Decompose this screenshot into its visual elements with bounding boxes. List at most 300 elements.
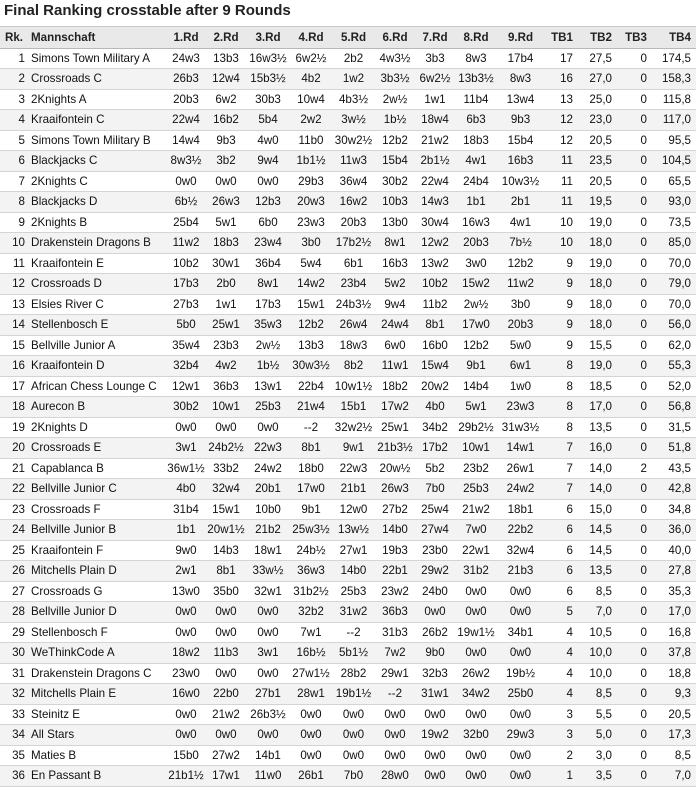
tiebreak-cell: 36,0 (652, 520, 696, 541)
rank-cell: 18 (0, 397, 28, 418)
round-result-cell: 13b3½ (455, 69, 497, 90)
round-result-cell: 22b1 (375, 561, 415, 582)
crosstable (0, 26, 696, 787)
tiebreak-cell: 9 (544, 274, 578, 295)
round-result-cell: 15b1 (332, 397, 375, 418)
team-name-cell: Aurecon B (28, 397, 166, 418)
team-name-cell: Capablanca B (28, 458, 166, 479)
round-result-cell: 15w1 (206, 499, 246, 520)
round-result-cell: 8w3 (497, 69, 544, 90)
tiebreak-cell: 55,3 (652, 356, 696, 377)
round-result-cell: 19w1½ (455, 622, 497, 643)
column-header: 5.Rd (332, 27, 375, 49)
page-title: Final Ranking crosstable after 9 Rounds (4, 2, 291, 19)
round-result-cell: 29w2 (415, 561, 455, 582)
round-result-cell: 5b0 (166, 315, 206, 336)
column-header: Rk. (0, 27, 28, 49)
round-result-cell: 13w0 (166, 581, 206, 602)
rank-cell: 30 (0, 643, 28, 664)
tiebreak-cell: 7,0 (652, 766, 696, 787)
tiebreak-cell: 0 (617, 479, 652, 500)
table-row (0, 110, 696, 131)
tiebreak-cell: 79,0 (652, 274, 696, 295)
tiebreak-cell: 2 (617, 458, 652, 479)
round-result-cell: 21b1 (332, 479, 375, 500)
round-result-cell: 23w0 (166, 663, 206, 684)
round-result-cell: 8w1 (375, 233, 415, 254)
round-result-cell: 20b3 (332, 212, 375, 233)
round-result-cell: 7w0 (455, 520, 497, 541)
tiebreak-cell: 0 (617, 110, 652, 131)
table-row (0, 622, 696, 643)
rank-cell: 13 (0, 294, 28, 315)
tiebreak-cell: 0 (617, 438, 652, 459)
round-result-cell: 31b3 (375, 622, 415, 643)
team-name-cell: Bellville Junior C (28, 479, 166, 500)
rank-cell: 3 (0, 89, 28, 110)
round-result-cell: 35w4 (166, 335, 206, 356)
tiebreak-cell: 13 (544, 89, 578, 110)
tiebreak-cell: 11 (544, 171, 578, 192)
table-row (0, 663, 696, 684)
round-result-cell: 3b3 (415, 48, 455, 69)
tiebreak-cell: 16 (544, 69, 578, 90)
tiebreak-cell: 0 (617, 499, 652, 520)
round-result-cell: 32w4 (497, 540, 544, 561)
round-result-cell: 18b2 (375, 376, 415, 397)
round-result-cell: 20b3 (455, 233, 497, 254)
round-result-cell: 26w1 (497, 458, 544, 479)
rank-cell: 21 (0, 458, 28, 479)
round-result-cell: 14b4 (455, 376, 497, 397)
round-result-cell: 26b3 (166, 69, 206, 90)
round-result-cell: 6b1 (332, 253, 375, 274)
round-result-cell: 31b4 (166, 499, 206, 520)
round-result-cell: 12b2 (290, 315, 332, 336)
table-row (0, 581, 696, 602)
round-result-cell: 0w0 (290, 704, 332, 725)
tiebreak-cell: 8,5 (578, 684, 617, 705)
round-result-cell: 11b3 (206, 643, 246, 664)
round-result-cell: 30b2 (166, 397, 206, 418)
rank-cell: 27 (0, 581, 28, 602)
table-row (0, 151, 696, 172)
round-result-cell: 0w0 (206, 622, 246, 643)
round-result-cell: 25b3 (455, 479, 497, 500)
round-result-cell: 6b3 (455, 110, 497, 131)
round-result-cell: 13b0 (375, 212, 415, 233)
round-result-cell: 15b0 (166, 745, 206, 766)
round-result-cell: 0w0 (415, 602, 455, 623)
team-name-cell: En Passant B (28, 766, 166, 787)
tiebreak-cell: 174,5 (652, 48, 696, 69)
round-result-cell: 3w1 (246, 643, 290, 664)
round-result-cell: 30w2½ (332, 130, 375, 151)
round-result-cell: 30w3½ (290, 356, 332, 377)
round-result-cell: 15w2 (455, 274, 497, 295)
round-result-cell: 0w0 (415, 766, 455, 787)
round-result-cell: 2w2 (290, 110, 332, 131)
team-name-cell: Steinitz E (28, 704, 166, 725)
round-result-cell: 2b0 (206, 274, 246, 295)
tiebreak-cell: 12 (544, 110, 578, 131)
tiebreak-cell: 27,0 (578, 69, 617, 90)
round-result-cell: 2w½ (246, 335, 290, 356)
round-result-cell: 23w4 (246, 233, 290, 254)
team-name-cell: Stellenbosch E (28, 315, 166, 336)
tiebreak-cell: 16,0 (578, 438, 617, 459)
round-result-cell: 36w4 (332, 171, 375, 192)
header-row (0, 27, 696, 49)
round-result-cell: 0w0 (497, 602, 544, 623)
team-name-cell: Bellville Junior A (28, 335, 166, 356)
round-result-cell: 21w4 (290, 397, 332, 418)
tiebreak-cell: 9,3 (652, 684, 696, 705)
round-result-cell: 21w2 (455, 499, 497, 520)
round-result-cell: 16b0 (415, 335, 455, 356)
rank-cell: 34 (0, 725, 28, 746)
round-result-cell: 10w4 (290, 89, 332, 110)
round-result-cell: 16b½ (290, 643, 332, 664)
round-result-cell: 29b3 (290, 171, 332, 192)
round-result-cell: 0w0 (455, 745, 497, 766)
round-result-cell: 27b2 (375, 499, 415, 520)
table-row (0, 233, 696, 254)
team-name-cell: Crossroads C (28, 69, 166, 90)
tiebreak-cell: 6 (544, 561, 578, 582)
round-result-cell: 10w1 (206, 397, 246, 418)
tiebreak-cell: 10 (544, 233, 578, 254)
tiebreak-cell: 117,0 (652, 110, 696, 131)
round-result-cell: 3b2 (206, 151, 246, 172)
tiebreak-cell: 3,5 (578, 766, 617, 787)
tiebreak-cell: 27,8 (652, 561, 696, 582)
round-result-cell: 1w1 (206, 294, 246, 315)
rank-cell: 32 (0, 684, 28, 705)
team-name-cell: Kraaifontein F (28, 540, 166, 561)
tiebreak-cell: 8 (544, 417, 578, 438)
rank-cell: 11 (0, 253, 28, 274)
round-result-cell: 9b1 (290, 499, 332, 520)
round-result-cell: 25w3½ (290, 520, 332, 541)
round-result-cell: 11w3 (332, 151, 375, 172)
rank-cell: 7 (0, 171, 28, 192)
round-result-cell: 2b2 (332, 48, 375, 69)
round-result-cell: 13b3 (290, 335, 332, 356)
team-name-cell: Crossroads G (28, 581, 166, 602)
tiebreak-cell: 56,0 (652, 315, 696, 336)
table-row (0, 479, 696, 500)
round-result-cell: 25w4 (415, 499, 455, 520)
tiebreak-cell: 0 (617, 151, 652, 172)
round-result-cell: 21w2 (206, 704, 246, 725)
round-result-cell: 0w0 (246, 663, 290, 684)
round-result-cell: 8w1 (246, 274, 290, 295)
tiebreak-cell: 104,5 (652, 151, 696, 172)
team-name-cell: Mitchells Plain D (28, 561, 166, 582)
round-result-cell: 25b3 (332, 581, 375, 602)
round-result-cell: 19b3 (375, 540, 415, 561)
round-result-cell: 27w1 (332, 540, 375, 561)
rank-cell: 35 (0, 745, 28, 766)
round-result-cell: 17b4 (497, 48, 544, 69)
round-result-cell: 0w0 (455, 643, 497, 664)
tiebreak-cell: 0 (617, 561, 652, 582)
table-row (0, 335, 696, 356)
tiebreak-cell: 0 (617, 274, 652, 295)
tiebreak-cell: 52,0 (652, 376, 696, 397)
team-name-cell: Drakenstein Dragons B (28, 233, 166, 254)
tiebreak-cell: 0 (617, 212, 652, 233)
round-result-cell: 18b0 (290, 458, 332, 479)
tiebreak-cell: 17 (544, 48, 578, 69)
round-result-cell: 1b1½ (290, 151, 332, 172)
round-result-cell: 16w0 (166, 684, 206, 705)
team-name-cell: African Chess Lounge C (28, 376, 166, 397)
round-result-cell: 10w3½ (497, 171, 544, 192)
round-result-cell: 34b1 (497, 622, 544, 643)
tiebreak-cell: 20,5 (578, 171, 617, 192)
round-result-cell: 16b3 (497, 151, 544, 172)
column-header: 1.Rd (166, 27, 206, 49)
team-name-cell: 2Knights C (28, 171, 166, 192)
round-result-cell: 11w1 (375, 356, 415, 377)
round-result-cell: 9b0 (415, 643, 455, 664)
tiebreak-cell: 65,5 (652, 171, 696, 192)
round-result-cell: --2 (375, 684, 415, 705)
tiebreak-cell: 13,5 (578, 417, 617, 438)
round-result-cell: 7b0 (332, 766, 375, 787)
table-row (0, 356, 696, 377)
tiebreak-cell: 13,5 (578, 561, 617, 582)
tiebreak-cell: 0 (617, 397, 652, 418)
round-result-cell: 0w0 (246, 725, 290, 746)
round-result-cell: 13w½ (332, 520, 375, 541)
round-result-cell: 5w2 (375, 274, 415, 295)
rank-cell: 28 (0, 602, 28, 623)
tiebreak-cell: 18,0 (578, 294, 617, 315)
rank-cell: 9 (0, 212, 28, 233)
round-result-cell: 15b3½ (246, 69, 290, 90)
table-row (0, 274, 696, 295)
round-result-cell: 8b1 (290, 438, 332, 459)
tiebreak-cell: 42,8 (652, 479, 696, 500)
round-result-cell: 0w0 (415, 704, 455, 725)
tiebreak-cell: 0 (617, 745, 652, 766)
round-result-cell: 18w3 (332, 335, 375, 356)
tiebreak-cell: 0 (617, 622, 652, 643)
round-result-cell: 0w0 (206, 171, 246, 192)
round-result-cell: 32b4 (166, 356, 206, 377)
round-result-cell: 12w4 (206, 69, 246, 90)
round-result-cell: 27b1 (246, 684, 290, 705)
round-result-cell: 5b2 (415, 458, 455, 479)
tiebreak-cell: 8,5 (578, 581, 617, 602)
tiebreak-cell: 37,8 (652, 643, 696, 664)
team-name-cell: 2Knights A (28, 89, 166, 110)
rank-cell: 17 (0, 376, 28, 397)
tiebreak-cell: 6 (544, 499, 578, 520)
round-result-cell: 14w2 (290, 274, 332, 295)
rank-cell: 5 (0, 130, 28, 151)
round-result-cell: 1w0 (497, 376, 544, 397)
round-result-cell: 17w0 (455, 315, 497, 336)
tiebreak-cell: 17,0 (578, 397, 617, 418)
team-name-cell: Crossroads D (28, 274, 166, 295)
round-result-cell: 12b2 (455, 335, 497, 356)
round-result-cell: 18w4 (415, 110, 455, 131)
column-header: 3.Rd (246, 27, 290, 49)
rank-cell: 20 (0, 438, 28, 459)
round-result-cell: 11w2 (166, 233, 206, 254)
rank-cell: 19 (0, 417, 28, 438)
round-result-cell: 31w2 (332, 602, 375, 623)
column-header: TB4 (652, 27, 696, 49)
round-result-cell: 0w0 (332, 745, 375, 766)
column-header: 7.Rd (415, 27, 455, 49)
tiebreak-cell: 4 (544, 643, 578, 664)
team-name-cell: All Stars (28, 725, 166, 746)
tiebreak-cell: 19,0 (578, 253, 617, 274)
round-result-cell: 22w3 (332, 458, 375, 479)
round-result-cell: 27w4 (415, 520, 455, 541)
tiebreak-cell: 14,0 (578, 458, 617, 479)
round-result-cell: 3w0 (455, 253, 497, 274)
tiebreak-cell: 20,5 (578, 130, 617, 151)
round-result-cell: 23b4 (332, 274, 375, 295)
team-name-cell: Mitchells Plain E (28, 684, 166, 705)
round-result-cell: 16b3 (375, 253, 415, 274)
round-result-cell: 28w0 (375, 766, 415, 787)
round-result-cell: 0w0 (455, 704, 497, 725)
tiebreak-cell: 9 (544, 253, 578, 274)
round-result-cell: 32w2½ (332, 417, 375, 438)
rank-cell: 36 (0, 766, 28, 787)
round-result-cell: 14b0 (375, 520, 415, 541)
tiebreak-cell: 6 (544, 581, 578, 602)
table-row (0, 438, 696, 459)
round-result-cell: 32b2 (290, 602, 332, 623)
round-result-cell: 4w2 (206, 356, 246, 377)
team-name-cell: Stellenbosch F (28, 622, 166, 643)
round-result-cell: 10w1½ (332, 376, 375, 397)
round-result-cell: 10b0 (246, 499, 290, 520)
tiebreak-cell: 14,5 (578, 520, 617, 541)
round-result-cell: 22w3 (246, 438, 290, 459)
table-row (0, 766, 696, 787)
round-result-cell: 7b½ (497, 233, 544, 254)
tiebreak-cell: 17,3 (652, 725, 696, 746)
table-row (0, 253, 696, 274)
round-result-cell: 0w0 (375, 725, 415, 746)
round-result-cell: 5w1 (206, 212, 246, 233)
round-result-cell: 0w0 (206, 602, 246, 623)
round-result-cell: 18b3 (455, 130, 497, 151)
tiebreak-cell: 11 (544, 192, 578, 213)
tiebreak-cell: 0 (617, 294, 652, 315)
table-row (0, 315, 696, 336)
round-result-cell: 35w3 (246, 315, 290, 336)
rank-cell: 26 (0, 561, 28, 582)
round-result-cell: 12w1 (166, 376, 206, 397)
round-result-cell: 14b3 (206, 540, 246, 561)
round-result-cell: 11b0 (290, 130, 332, 151)
table-row (0, 48, 696, 69)
round-result-cell: 24w4 (375, 315, 415, 336)
round-result-cell: 0w0 (166, 725, 206, 746)
tiebreak-cell: 23,0 (578, 110, 617, 131)
tiebreak-cell: 14,5 (578, 540, 617, 561)
tiebreak-cell: 0 (617, 520, 652, 541)
round-result-cell: 19w2 (415, 725, 455, 746)
tiebreak-cell: 35,3 (652, 581, 696, 602)
tiebreak-cell: 31,5 (652, 417, 696, 438)
column-header: TB3 (617, 27, 652, 49)
round-result-cell: 24w2 (246, 458, 290, 479)
tiebreak-cell: 16,8 (652, 622, 696, 643)
round-result-cell: --2 (332, 622, 375, 643)
round-result-cell: 9b3 (497, 110, 544, 131)
tiebreak-cell: 5,5 (578, 704, 617, 725)
round-result-cell: 13w2 (415, 253, 455, 274)
team-name-cell: 2Knights D (28, 417, 166, 438)
round-result-cell: 4w0 (246, 130, 290, 151)
rank-cell: 12 (0, 274, 28, 295)
rank-cell: 4 (0, 110, 28, 131)
round-result-cell: 21b3½ (375, 438, 415, 459)
round-result-cell: 12w0 (332, 499, 375, 520)
round-result-cell: 0w0 (206, 725, 246, 746)
tiebreak-cell: 4 (544, 622, 578, 643)
team-name-cell: 2Knights B (28, 212, 166, 233)
tiebreak-cell: 7 (544, 479, 578, 500)
table-row (0, 69, 696, 90)
round-result-cell: 9w1 (332, 438, 375, 459)
round-result-cell: 31b2 (455, 561, 497, 582)
round-result-cell: 10b3 (375, 192, 415, 213)
tiebreak-cell: 17,0 (652, 602, 696, 623)
round-result-cell: 27b3 (166, 294, 206, 315)
round-result-cell: 13w1 (246, 376, 290, 397)
tiebreak-cell: 56,8 (652, 397, 696, 418)
round-result-cell: 0w0 (455, 581, 497, 602)
rank-cell: 33 (0, 704, 28, 725)
round-result-cell: 27w2 (206, 745, 246, 766)
team-name-cell: Blackjacks C (28, 151, 166, 172)
round-result-cell: 9b1 (455, 356, 497, 377)
tiebreak-cell: 9 (544, 294, 578, 315)
round-result-cell: 36b3 (206, 376, 246, 397)
tiebreak-cell: 0 (617, 663, 652, 684)
table-row (0, 417, 696, 438)
table-row (0, 704, 696, 725)
round-result-cell: 4b0 (166, 479, 206, 500)
tiebreak-cell: 3 (544, 704, 578, 725)
tiebreak-cell: 7,0 (578, 602, 617, 623)
round-result-cell: 6w1 (497, 356, 544, 377)
table-row (0, 643, 696, 664)
round-result-cell: 20b1 (246, 479, 290, 500)
tiebreak-cell: 0 (617, 335, 652, 356)
round-result-cell: 12b2 (497, 253, 544, 274)
round-result-cell: 28w1 (290, 684, 332, 705)
round-result-cell: 4b3½ (332, 89, 375, 110)
round-result-cell: 26w3 (206, 192, 246, 213)
round-result-cell: 17b2½ (332, 233, 375, 254)
tiebreak-cell: 18,0 (578, 233, 617, 254)
round-result-cell: 5w1 (455, 397, 497, 418)
round-result-cell: 7b0 (415, 479, 455, 500)
